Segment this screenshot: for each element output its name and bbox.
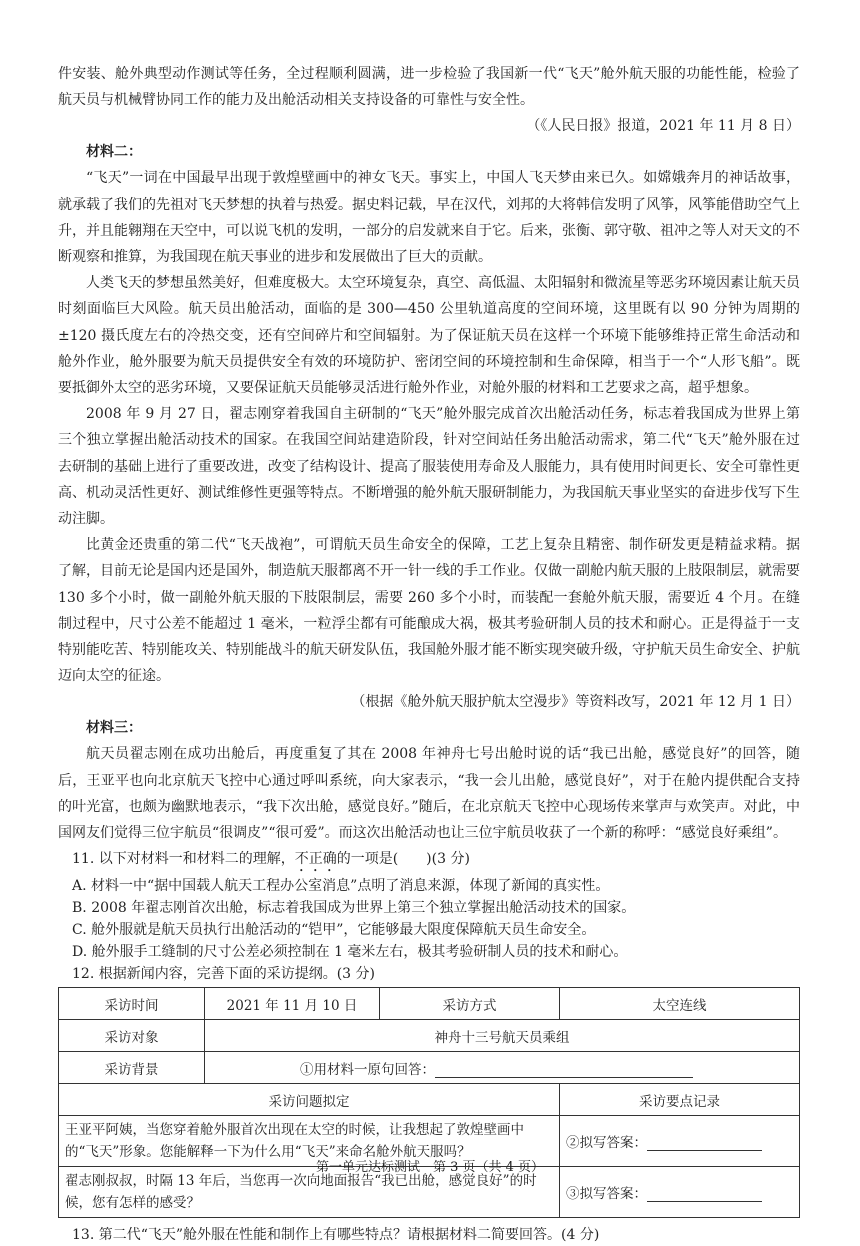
- material-two-paragraph-2: 人类飞天的梦想虽然美好，但难度极大。太空环境复杂，真空、高低温、太阳辐射和微流星等恶劣环境因素让航天员时刻面临巨大风险。航天员出舱活动，面临的是 300—450 公里轨道高度的空间环境，这里既有以 90 分钟为周期的 ±120 摄氏度左右的冷热交变，还有空间碎片和空间辐射。为了保证航天员在这样一个环境下能够维持正常生命活动和舱外作业，舱外服要为航天员提供安全有效的环境防护、密闭空间的环境控制和生命保障，相当于一个“人形飞船”。既要抵御外太空的恶劣环境，又要保证航天员能够灵活进行舱外作业，对舱外服的材料和工艺要求之高，超乎想象。: [58, 275, 800, 397]
- page-footer: 第一单元达标测试 第 3 页（共 4 页）: [315, 1160, 545, 1175]
- material-one-ending: 件安装、舱外典型动作测试等任务，全过程顺利圆满，进一步检验了我国新一代“飞天”舱外航天服的功能性能，检验了航天员与机械臂协同工作的能力及出舱活动相关支持设备的可靠性与安全性。: [58, 66, 800, 109]
- interview-method-label: 采访方式: [380, 988, 560, 1020]
- interview-target-label: 采访对象: [59, 1020, 205, 1052]
- option-a: A. 材料一中“据中国载人航天工程办公室消息”点明了消息来源，体现了新闻的真实性。: [72, 878, 610, 895]
- answer-label-2: ②拟写答案：: [566, 1135, 647, 1152]
- record-header: 采访要点记录: [560, 1084, 800, 1116]
- material-two-paragraph-1: “飞天”一词在中国最早出现于敦煌壁画中的神女飞天。事实上，中国人飞天梦由来已久。如嫦娥奔月的神话故事，就承载了我们的先祖对飞天梦想的执着与热爱。据史料记载，早在汉代，刘邦的大将韩信发明了风筝，风筝能借助空气上升，并且能翱翔在天空中，可以说飞机的发明，一部分的启发就来自于它。后来，张衡、郭守敬、祖冲之等人对天文的不断观察和推算，为我国现在航天事业的进步和发展做出了巨大的贡献。: [58, 170, 800, 266]
- material-one-source: （《人民日报》报道，2021 年 11 月 8 日）: [526, 118, 800, 135]
- interview-background-label: 采访背景: [59, 1052, 205, 1084]
- answer-blank-1[interactable]: [435, 1059, 693, 1078]
- interview-question-1: 王亚平阿姨，当您穿着舱外服首次出现在太空的时候，让我想起了敦煌壁画中的“飞天”形象。您能解释一下为什么用“飞天”来命名舱外航天服吗？: [59, 1116, 560, 1167]
- interview-question-2: 翟志刚叔叔，时隔 13 年后，当您再一次向地面报告“我已出舱，感觉良好”的时候，您有怎样的感受？: [59, 1167, 560, 1218]
- interview-time-label: 采访时间: [59, 988, 205, 1020]
- material-two-heading: 材料二：: [86, 144, 142, 161]
- answer-blank-2[interactable]: [647, 1132, 762, 1151]
- emphasis-text: 不正确: [294, 851, 337, 868]
- answer-label-3: ③拟写答案：: [566, 1186, 647, 1203]
- material-three-heading: 材料三：: [86, 720, 142, 737]
- page-content: [58, 0, 800, 1246]
- question-12-stem: 12. 根据新闻内容，完善下面的采访提纲。(3 分): [72, 966, 375, 983]
- interview-background-cell: [205, 1052, 800, 1084]
- background-prompt: ①用材料一原句回答：: [300, 1061, 435, 1078]
- material-three-paragraph: 航天员翟志刚在成功出舱后，再度重复了其在 2008 年神舟七号出舱时说的话“我已出舱，感觉良好”的回答，随后，王亚平也向北京航天飞控中心通过呼叫系统，向大家表示，“我一会儿出舱，感觉良好”，对于在舱内提供配合支持的叶光富，也颇为幽默地表示，“我下次出舱，感觉良好。”随后，在北京航天飞控中心现场传来掌声与欢笑声。对此，中国网友们觉得三位宇航员“很调皮”“很可爱”。而这次出舱活动也让三位宇航员收获了一个新的称呼：“感觉良好乘组”。: [58, 746, 800, 842]
- answer-blank-3[interactable]: [647, 1183, 762, 1202]
- interview-time-value: 2021 年 11 月 10 日: [205, 988, 380, 1020]
- question-11-stem: 11. 以下对材料一和材料二的理解，不正确的一项是( )(3 分): [72, 851, 470, 868]
- option-c: C. 舱外服就是航天员执行出舱活动的“铠甲”，它能够最大限度保障航天员生命安全。: [72, 922, 596, 939]
- material-two-paragraph-4: 比黄金还贵重的第二代“飞天战袍”，可谓航天员生命安全的保障，工艺上复杂且精密、制作研发更是精益求精。据了解，目前无论是国内还是国外，制造航天服都离不开一针一线的手工作业。仅做一副舱内航天服的上肢限制层，就需要 130 多个小时，做一副舱外航天服的下肢限制层，需要 260 多个小时，而装配一套舱外航天服，需要近 4 个月。在缝制过程中，尺寸公差不能超过 1 毫米，一粒浮尘都有可能酿成大祸，极其考验研制人员的技术和耐心。正是得益于一支特别能吃苦、特别能攻关、特别能战斗的航天研发队伍，我国舱外服才能不断实现突破升级，守护航天员生命安全、护航迈向太空的征途。: [58, 537, 800, 685]
- material-two-paragraph-3: 2008 年 9 月 27 日，翟志刚穿着我国自主研制的“飞天”舱外服完成首次出舱活动任务，标志着我国成为世界上第三个独立掌握出舱活动技术的国家。在我国空间站建造阶段，针对空间站任务出舱活动需求，第二代“飞天”舱外服在过去研制的基础上进行了重要改进，改变了结构设计、提高了服装使用寿命及人服能力，具有使用时间更长、安全可靠性更高、机动灵活性更好、测试维修性更强等特点。不断增强的舱外航天服研制能力，为我国航天事业坚实的奋进步伐写下生动注脚。: [58, 406, 800, 528]
- material-two-source: （根据《舱外航天服护航太空漫步》等资料改写，2021 年 12 月 1 日）: [351, 694, 800, 711]
- option-d: D. 舱外服手工缝制的尺寸公差必须控制在 1 毫米左右，极其考验研制人员的技术和耐心。: [72, 944, 628, 961]
- interview-method-value: 太空连线: [560, 988, 800, 1020]
- question-11: [58, 848, 800, 963]
- question-13-stem: 13. 第二代“飞天”舱外服在性能和制作上有哪些特点？请根据材料二简要回答。(4 分): [72, 1227, 600, 1244]
- interview-target-value: 神舟十三号航天员乘组: [205, 1020, 800, 1052]
- interview-outline-table: [58, 987, 800, 1218]
- option-b: B. 2008 年翟志刚首次出舱，标志着我国成为世界上第三个独立掌握出舱活动技术的国家。: [72, 900, 636, 917]
- question-header: 采访问题拟定: [59, 1084, 560, 1116]
